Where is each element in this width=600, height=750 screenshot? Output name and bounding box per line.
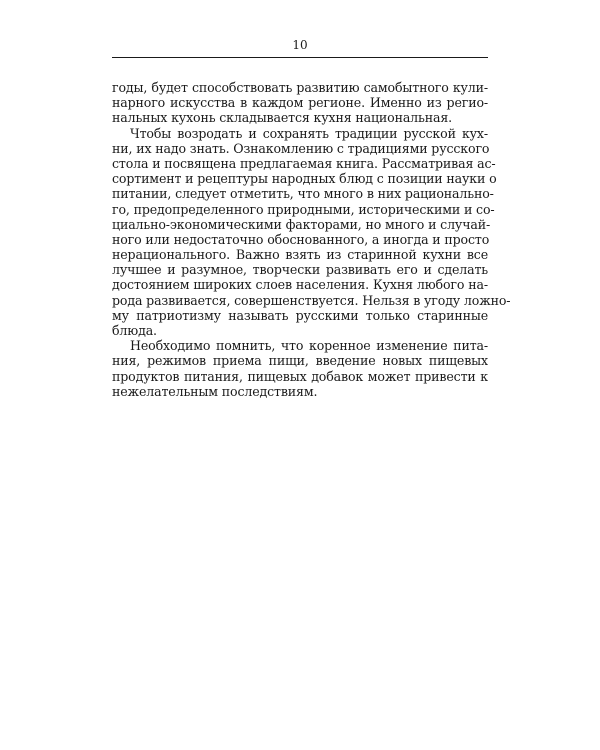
body-text — [112, 80, 511, 399]
text-line: нерационального. Важно взять из старинной кухни все — [112, 247, 488, 263]
text-line: питании, следует отметить, что много в них рационально- — [112, 186, 494, 202]
text-line: нальных кухонь складывается кухня национальная. — [112, 110, 452, 126]
text-line: го, предопределенного природными, историческими и со- — [112, 201, 495, 217]
text-line: годы, будет способствовать развитию самобытного кули- — [112, 80, 488, 95]
text-line: циально-экономическими факторами, но много и случай- — [112, 216, 491, 232]
text-line: рода развивается, совершенствуется. Нельзя в угоду ложно- — [112, 292, 511, 308]
text-line: сортимент и рецептуры народных блюд с позиции науки о — [112, 171, 497, 187]
text-line: ни, их надо знать. Ознакомлению с традициями русского — [112, 140, 490, 156]
text-line: стола и посвящена предлагаемая книга. Рассматривая ас- — [112, 155, 496, 171]
text-line: блюда. — [112, 323, 157, 338]
text-line: ного или недостаточно обоснованного, а иногда и просто — [112, 231, 490, 247]
text-line: лучшее и разумное, творчески развивать его и сделать — [112, 262, 488, 278]
text-line: му патриотизму называть русскими только старинные — [112, 307, 488, 323]
page-number: 10 — [292, 38, 308, 52]
text-line: продуктов питания, пищевых добавок может привести к — [112, 368, 488, 384]
text-line: Необходимо помнить, что коренное изменение пита- — [130, 338, 488, 354]
text-line: Чтобы возродать и сохранять традиции русской кух- — [130, 125, 488, 141]
paragraph — [112, 125, 511, 339]
paragraph — [112, 80, 488, 126]
text-line: ния, режимов приема пищи, введение новых пищевых — [112, 353, 488, 369]
text-line: нарного искусства в каждом регионе. Именно из регио- — [112, 95, 488, 111]
paragraph — [112, 338, 488, 399]
text-line: достоянием широких слоев населения. Кухня любого на- — [112, 277, 488, 293]
header-rule — [112, 57, 488, 58]
text-line: нежелательным последствиям. — [112, 383, 318, 399]
